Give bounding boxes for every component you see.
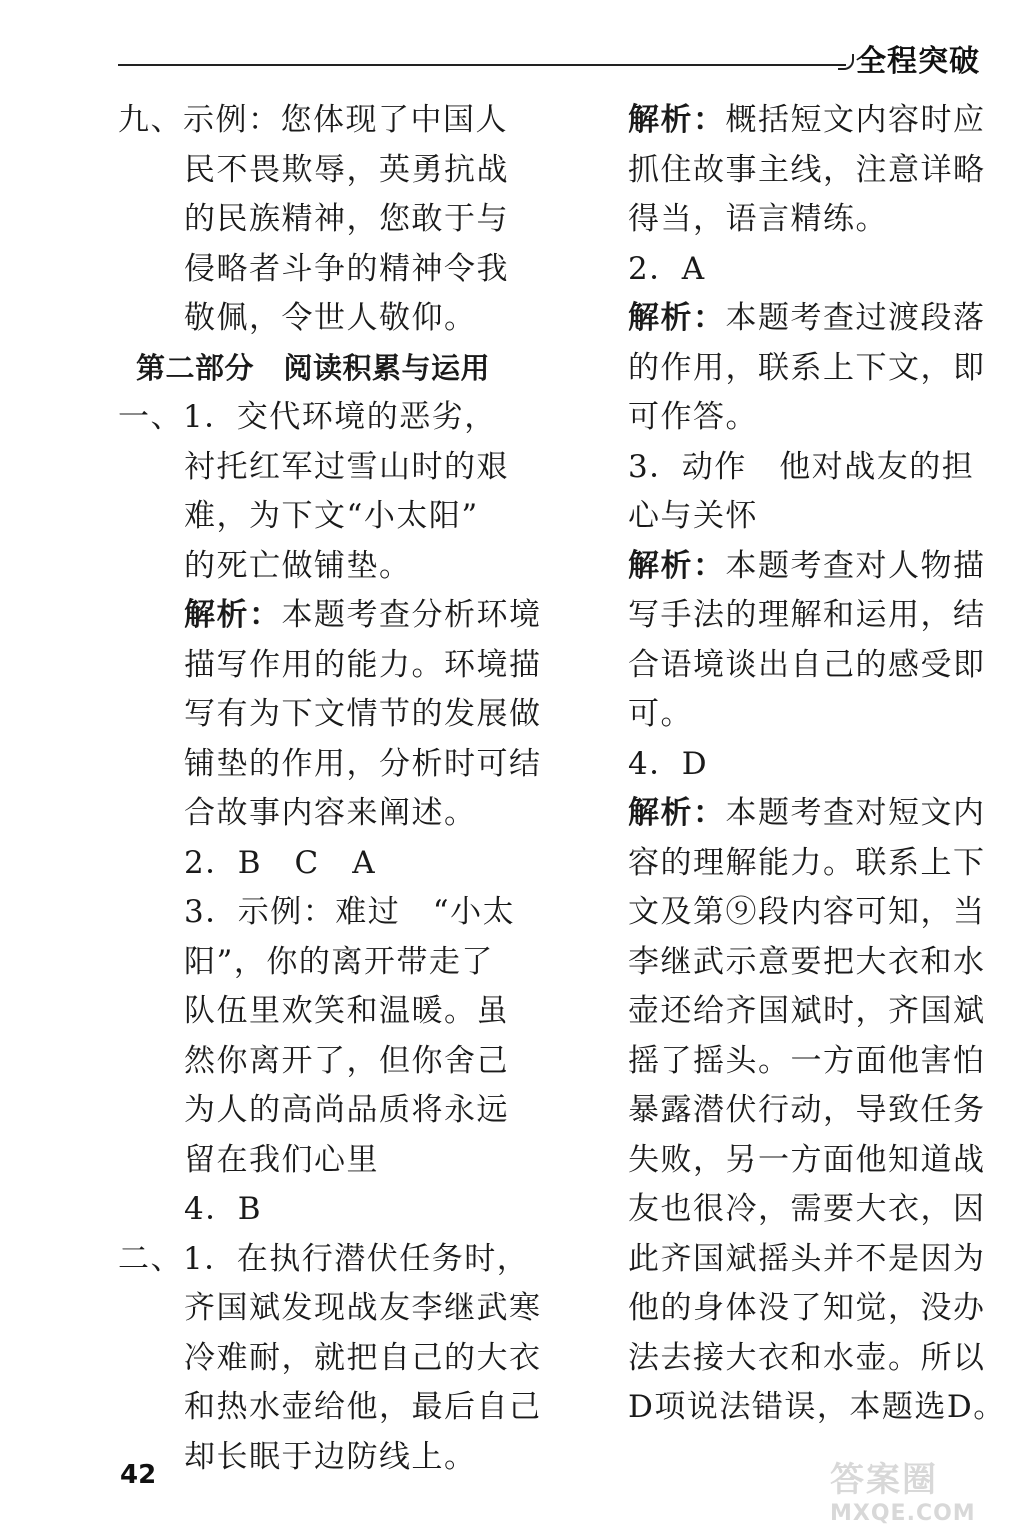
answer-line: 抓住故事主线，注意详略 <box>628 151 986 188</box>
answer-line: 可作答。 <box>628 399 758 435</box>
answer-line: 的民族精神，您敢于与 <box>184 201 509 237</box>
answer-line: 此齐国斌摇头并不是因为 <box>628 1240 986 1277</box>
analysis-text: 本题考查对人物描 <box>725 547 986 584</box>
analysis-line <box>628 294 986 344</box>
answer-line: 友也很冷，需要大衣，因 <box>628 1191 986 1227</box>
header-rule-hook <box>838 54 854 70</box>
answer-line: 4．B <box>184 1191 263 1227</box>
answer-line: 九、示例：您体现了中国人 <box>118 102 508 138</box>
answer-line: 衬托红军过雪山时的艰 <box>184 448 509 485</box>
analysis-line <box>628 96 986 146</box>
answer-line: 二、1．在执行潜伏任务时， <box>118 1240 530 1277</box>
right-column <box>628 96 1006 1433</box>
answer-line: 然你离开了，但你舍己 <box>184 1042 509 1079</box>
book-series-title: 全程突破 <box>856 44 980 79</box>
answer-line: 民不畏欺辱，英勇抗战 <box>184 151 509 188</box>
answer-line: 心与关怀 <box>628 498 758 534</box>
left-column <box>118 96 542 1482</box>
page-number: 42 <box>120 1460 157 1490</box>
answer-line: 为人的高尚品质将永远 <box>184 1092 509 1128</box>
answer-line: 壶还给齐国斌时，齐国斌 <box>628 993 986 1029</box>
analysis-label: 解析： <box>628 300 726 336</box>
analysis-label: 解析： <box>628 102 726 138</box>
answer-line: 阳”，你的离开带走了 <box>184 943 494 980</box>
header-rule <box>118 64 846 66</box>
answer-line: 写有为下文情节的发展做 <box>184 696 542 732</box>
answer-line: 文及第⑨段内容可知，当 <box>628 894 986 930</box>
answer-line: 他的身体没了知觉，没办 <box>628 1290 986 1326</box>
answer-line: 铺垫的作用，分析时可结 <box>184 745 542 782</box>
answer-line: 暴露潜伏行动，导致任务 <box>628 1092 986 1128</box>
analysis-text: 概括短文内容时应 <box>725 102 986 138</box>
analysis-line <box>628 789 986 839</box>
answer-line: 难，为下文“小太阳” <box>184 498 479 534</box>
answer-line: 李继武示意要把大衣和水 <box>628 943 986 980</box>
watermark-url-text: MXQE.COM <box>830 1501 976 1526</box>
answer-line: 和热水壶给他，最后自己 <box>184 1389 542 1425</box>
answer-line: 侵略者斗争的精神令我 <box>184 250 509 287</box>
analysis-label: 解析： <box>628 795 726 831</box>
answer-line: 一、1．交代环境的恶劣， <box>118 399 497 435</box>
analysis-text: 本题考查对短文内 <box>725 795 986 831</box>
answer-line: 队伍里欢笑和温暖。虽 <box>184 993 509 1029</box>
answer-line: 失败，另一方面他知道战 <box>628 1141 986 1178</box>
answer-line: 的作用，联系上下文，即 <box>628 349 986 386</box>
answer-line: 留在我们心里 <box>184 1141 379 1178</box>
analysis-text: 本题考查过渡段落 <box>725 300 986 336</box>
answer-line: D项说法错误，本题选D。 <box>628 1389 1006 1425</box>
answer-line: 写手法的理解和运用，结 <box>628 597 986 633</box>
watermark-logo-text: 答案圈 <box>830 1460 938 1500</box>
answer-line: 3．示例：难过 “小太 <box>184 894 516 930</box>
answer-line: 冷难耐，就把自己的大衣 <box>184 1339 542 1376</box>
section-title: 第二部分 阅读积累与运用 <box>136 350 491 385</box>
analysis-line <box>628 542 986 592</box>
answer-line: 的死亡做铺垫。 <box>184 547 412 584</box>
answer-line: 敬佩，令世人敬仰。 <box>184 300 477 336</box>
answer-line: 4．D <box>628 745 709 782</box>
answer-line: 描写作用的能力。环境描 <box>184 646 542 683</box>
watermark <box>830 1452 990 1532</box>
answer-line: 容的理解能力。联系上下 <box>628 844 986 881</box>
answer-line: 合故事内容来阐述。 <box>184 795 477 831</box>
answer-line: 2．B C A <box>184 844 377 881</box>
answer-line: 法去接大衣和水壶。所以 <box>628 1339 986 1376</box>
answer-line: 摇了摇头。一方面他害怕 <box>628 1042 986 1079</box>
analysis-label: 解析： <box>628 547 726 584</box>
analysis-text: 本题考查分析环境 <box>281 597 542 633</box>
answer-line: 2．A <box>628 250 706 287</box>
answer-line: 可。 <box>628 696 693 732</box>
answer-line: 却长眠于边防线上。 <box>184 1438 477 1475</box>
analysis-line <box>118 591 542 641</box>
answer-line: 得当，语言精练。 <box>628 201 888 237</box>
answer-line: 齐国斌发现战友李继武寒 <box>184 1290 542 1326</box>
analysis-label: 解析： <box>184 597 282 633</box>
answer-line: 3．动作 他对战友的担 <box>628 448 975 485</box>
answer-line: 合语境谈出自己的感受即 <box>628 646 986 683</box>
